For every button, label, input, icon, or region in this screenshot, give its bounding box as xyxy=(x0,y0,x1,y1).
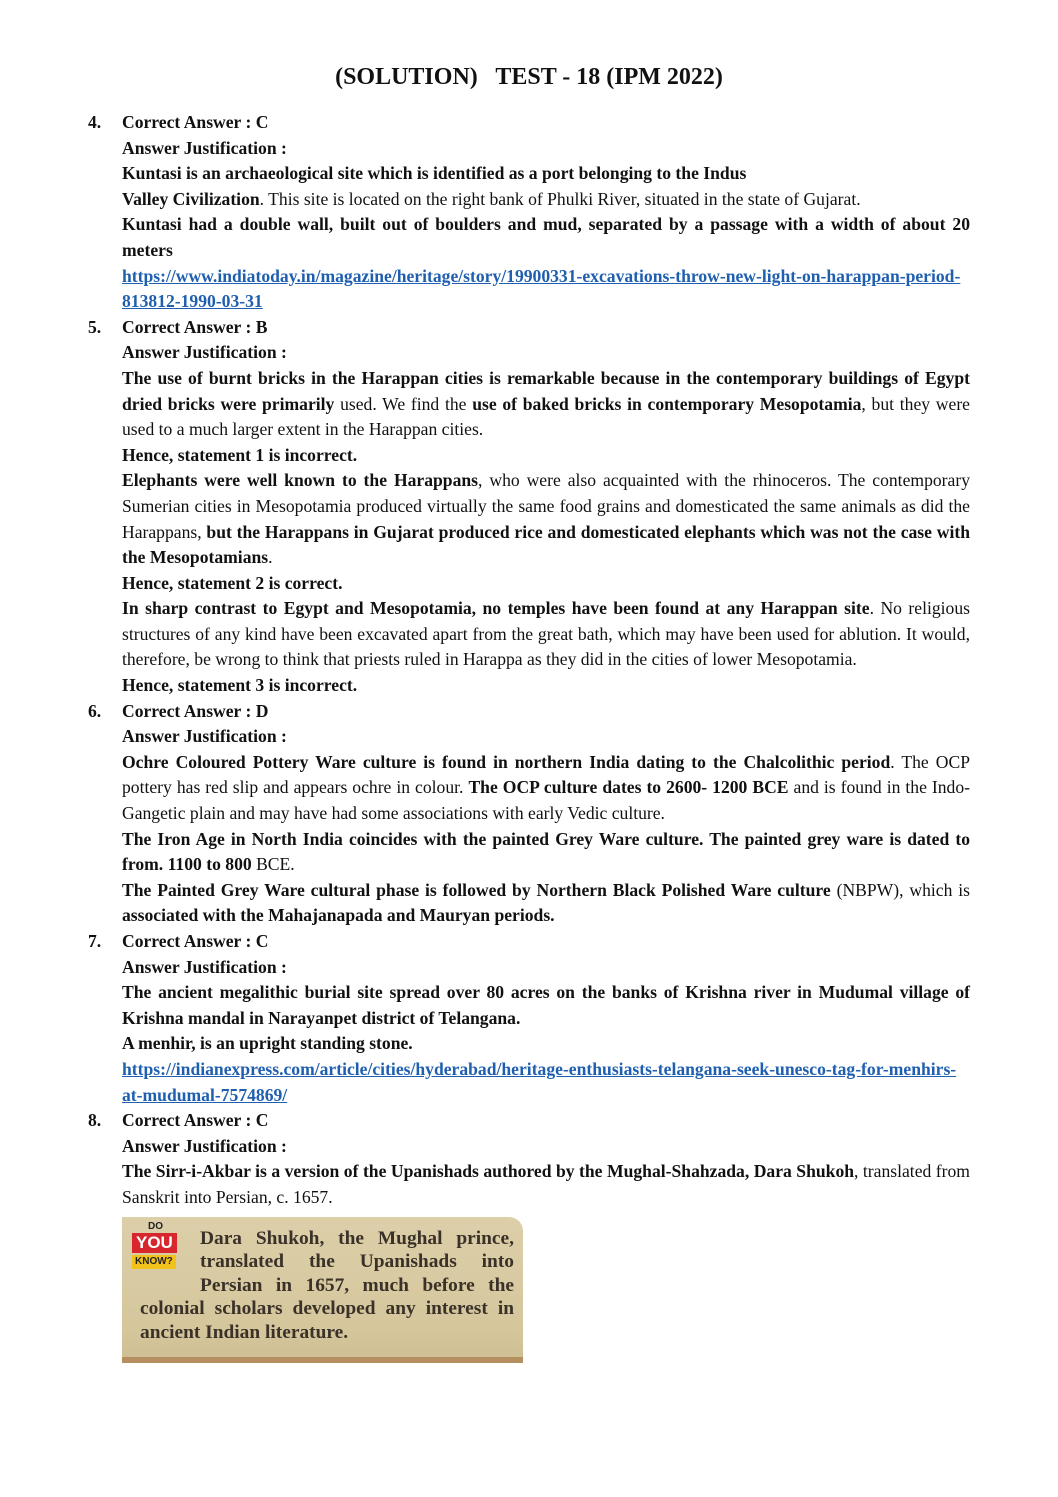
badge-you: YOU xyxy=(132,1233,177,1253)
text-segment: . This site is located on the right bank of Phulki River, situated in the state of Gujarat. xyxy=(259,188,861,209)
justification-paragraph xyxy=(122,980,970,1031)
text-segment: Valley Civilization xyxy=(122,188,260,209)
text-segment: Hence, statement 2 is correct. xyxy=(122,572,343,593)
question-number: 5. xyxy=(88,316,102,337)
answer-justification-label: Answer Justification : xyxy=(122,137,287,158)
text-segment: The Sirr-i-Akbar is a version of the Upanishads authored by the Mughal-Shahzada, Dara Shukoh xyxy=(122,1161,855,1182)
text-segment: but the Harappans in Gujarat produced rice and domesticated elephants which was not the case with the Mesopotamians xyxy=(122,521,970,568)
text-segment: and is found in the Indo-Gangetic plain and may have had some associations with early Vedic culture. xyxy=(122,777,970,824)
justification-paragraph xyxy=(122,827,970,878)
solution-item xyxy=(88,699,970,929)
title-test: TEST - 18 (IPM 2022) xyxy=(495,64,723,90)
page-title xyxy=(0,64,1058,91)
question-number: 7. xyxy=(88,931,102,951)
correct-answer: Correct Answer : C xyxy=(122,1110,269,1131)
justification-paragraph xyxy=(122,443,970,469)
text-segment: Elephants were well known to the Harappans xyxy=(122,470,479,491)
solution-item xyxy=(88,110,970,315)
did-you-know-text-block xyxy=(140,1227,514,1345)
text-segment: Hence, statement 3 is incorrect. xyxy=(122,675,358,696)
justification-paragraph xyxy=(122,673,970,699)
justification-paragraph xyxy=(122,161,970,187)
text-segment: The use of burnt bricks in the Harappan cities is remarkable because in the contemporary buildings of Egypt dried bricks were primarily xyxy=(122,367,970,414)
text-segment: , but they were used to a much larger extent in the Harappan cities. xyxy=(122,393,970,440)
solution-item xyxy=(88,1108,970,1362)
justification-paragraph xyxy=(122,468,970,570)
text-segment: . xyxy=(268,547,273,568)
text-segment: (NBPW), which is xyxy=(830,879,971,900)
answer-justification-label: Answer Justification : xyxy=(122,956,287,977)
reference-link[interactable]: https://indianexpress.com/article/cities/hyderabad/heritage-enthusiasts-telangana-seek-unesco-tag-for-menhirs-at-mudumal-7574869/ xyxy=(122,1058,957,1105)
text-segment: use of baked bricks in contemporary Mesopotamia xyxy=(472,393,862,414)
justification-paragraph xyxy=(122,187,970,213)
answer-justification-label: Answer Justification : xyxy=(122,726,287,747)
text-segment: used. We find the xyxy=(334,393,473,414)
question-number: 6. xyxy=(88,700,102,721)
reference-link[interactable]: https://www.indiatoday.in/magazine/heritage/story/19900331-excavations-throw-new-light-on-harappan-period-813812-1990-03-31 xyxy=(122,265,961,312)
justification-paragraph xyxy=(122,571,970,597)
solution-item xyxy=(88,315,970,699)
justification-paragraph xyxy=(122,1031,970,1057)
question-number: 4. xyxy=(88,112,102,132)
did-you-know-box xyxy=(122,1217,523,1363)
text-segment: . The OCP pottery has red slip and appears ochre in colour. xyxy=(122,751,970,798)
text-segment: Ochre Coloured Pottery Ware culture is found in northern India dating to the Chalcolithic period xyxy=(122,751,891,772)
solutions-list xyxy=(88,110,970,1363)
text-segment: associated with the Mahajanapada and Mauryan periods. xyxy=(122,905,555,926)
text-segment: BCE. xyxy=(251,854,295,875)
justification-paragraph xyxy=(122,878,970,929)
text-segment: The ancient megalithic burial site spread over 80 acres on the banks of Krishna river in Mudumal village of Krishna mandal in Narayanpet district of Telangana. xyxy=(122,982,970,1028)
badge-spacer xyxy=(140,1227,200,1295)
correct-answer: Correct Answer : B xyxy=(122,316,268,337)
text-segment: The Iron Age in North India coincides with the painted Grey Ware culture. The painted grey ware is dated to from. 1100 to 800 xyxy=(122,828,970,875)
text-segment: Hence, statement 1 is incorrect. xyxy=(122,444,358,465)
text-segment: Kuntasi had a double wall, built out of boulders and mud, separated by a passage with a width of about 20 meters xyxy=(122,214,970,260)
text-segment: , translated from Sanskrit into Persian, c. 1657. xyxy=(122,1161,970,1207)
justification-paragraph xyxy=(122,212,970,263)
justification-paragraph xyxy=(122,750,970,827)
justification-paragraph xyxy=(122,366,970,443)
text-segment: In sharp contrast to Egypt and Mesopotamia, no temples have been found at any Harappan site xyxy=(122,598,870,619)
text-segment: The Painted Grey Ware cultural phase is followed by Northern Black Polished Ware culture xyxy=(122,879,831,900)
text-segment: A menhir, is an upright standing stone. xyxy=(122,1033,413,1054)
correct-answer: Correct Answer : C xyxy=(122,112,269,132)
text-segment: . No religious structures of any kind have been excavated apart from the great bath, which may have been used for ablution. It would, therefore, be wrong to think that priests ruled in Harappa as they did in the cities of lower Mesopotamia. xyxy=(122,598,970,670)
badge-know: KNOW? xyxy=(132,1255,176,1269)
correct-answer: Correct Answer : C xyxy=(122,931,269,951)
correct-answer: Correct Answer : D xyxy=(122,700,269,721)
justification-paragraph xyxy=(122,596,970,673)
justification-paragraph xyxy=(122,1159,970,1210)
text-segment: The OCP culture dates to 2600- 1200 BCE xyxy=(468,777,789,798)
answer-justification-label: Answer Justification : xyxy=(122,1135,287,1156)
title-solution: (SOLUTION) xyxy=(335,64,478,90)
text-segment: , who were also acquainted with the rhinoceros. The contemporary Sumerian cities in Mesopotamia produced virtually the same food grains and domesticated the same animals as did the Harappans, xyxy=(122,470,970,542)
question-number: 8. xyxy=(88,1110,102,1131)
did-you-know-text: Dara Shukoh, the Mughal prince, translated the Upanishads into Persian in 1657, much before the colonial scholars developed any interest in ancient Indian literature. xyxy=(140,1227,514,1343)
solution-item xyxy=(88,929,970,1108)
badge-do: DO xyxy=(148,1220,163,1232)
answer-justification-label: Answer Justification : xyxy=(122,342,287,363)
reference-link-line xyxy=(122,1057,970,1108)
reference-link-line xyxy=(122,264,970,315)
text-segment: Kuntasi is an archaeological site which is identified as a port belonging to the Indus xyxy=(122,163,747,184)
